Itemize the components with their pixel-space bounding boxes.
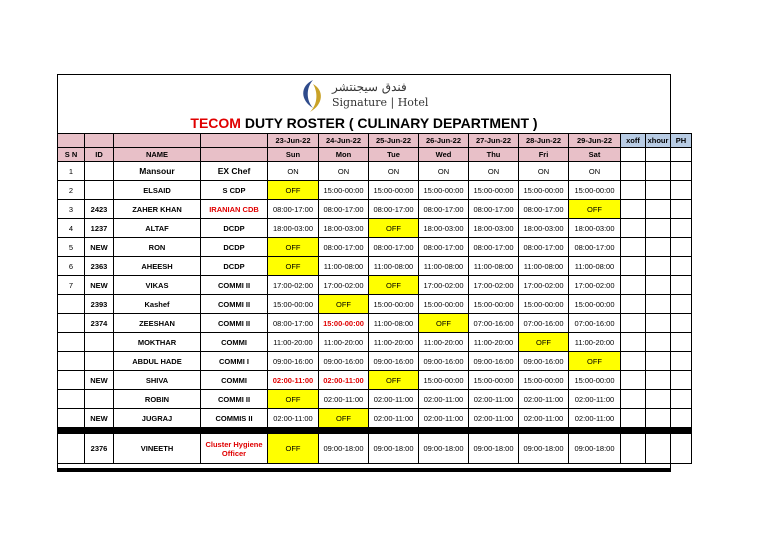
page-title <box>57 114 671 132</box>
shift-cell: 02:00-11:00 <box>268 409 319 428</box>
shift-cell: 08:00-17:00 <box>519 238 569 257</box>
id-cell: NEW <box>85 238 114 257</box>
shift-cell: 11:00-08:00 <box>419 257 469 276</box>
name-cell: RON <box>114 238 201 257</box>
shift-cell: 15:00-00:00 <box>319 181 369 200</box>
shift-cell: OFF <box>369 276 419 295</box>
shift-cell: 08:00-17:00 <box>268 200 319 219</box>
shift-cell: 15:00-00:00 <box>369 181 419 200</box>
name-cell: SHIVA <box>114 371 201 390</box>
shift-cell: 08:00-17:00 <box>469 200 519 219</box>
empty-cell <box>646 352 671 371</box>
shift-cell: OFF <box>268 390 319 409</box>
empty-cell <box>621 409 646 428</box>
day-header: Mon <box>319 148 369 162</box>
shift-cell: 09:00-16:00 <box>268 352 319 371</box>
empty-cell <box>671 276 692 295</box>
shift-cell: OFF <box>419 314 469 333</box>
title-rest: DUTY ROSTER ( CULINARY DEPARTMENT ) <box>240 115 538 131</box>
shift-cell: 02:00-11:00 <box>569 390 621 409</box>
shift-cell: 08:00-17:00 <box>369 200 419 219</box>
position-cell: COMMI II <box>201 295 268 314</box>
date-header: 26-Jun-22 <box>419 134 469 148</box>
sn-cell <box>58 371 85 390</box>
shift-cell: 11:00-08:00 <box>369 257 419 276</box>
empty-cell <box>671 333 692 352</box>
sn-cell <box>58 390 85 409</box>
empty-cell <box>646 219 671 238</box>
logo-english-text: Signature | Hotel <box>332 96 429 109</box>
id-cell: 1237 <box>85 219 114 238</box>
empty-cell <box>671 295 692 314</box>
name-cell: Kashef <box>114 295 201 314</box>
position-cell: COMMI II <box>201 314 268 333</box>
empty-cell <box>646 276 671 295</box>
shift-cell: 08:00-17:00 <box>268 314 319 333</box>
id-cell <box>85 162 114 181</box>
name-cell: ALTAF <box>114 219 201 238</box>
shift-cell: 09:00-18:00 <box>469 434 519 464</box>
empty-cell <box>646 162 671 181</box>
id-cell: NEW <box>85 371 114 390</box>
date-header: 23-Jun-22 <box>268 134 319 148</box>
position-cell: EX Chef <box>201 162 268 181</box>
shift-cell: 15:00-00:00 <box>519 371 569 390</box>
empty-cell <box>671 162 692 181</box>
sn-cell <box>58 333 85 352</box>
day-header: Sat <box>569 148 621 162</box>
shift-cell: OFF <box>369 219 419 238</box>
shift-cell: 09:00-16:00 <box>419 352 469 371</box>
shift-cell: ON <box>419 162 469 181</box>
shift-cell: 08:00-17:00 <box>519 200 569 219</box>
sn-cell: 4 <box>58 219 85 238</box>
shift-cell: 02:00-11:00 <box>319 390 369 409</box>
table-row <box>58 352 692 371</box>
hotel-logo <box>296 78 429 114</box>
blank-header-cell <box>646 148 671 162</box>
empty-cell <box>621 390 646 409</box>
shift-cell: ON <box>569 162 621 181</box>
name-cell: Mansour <box>114 162 201 181</box>
empty-cell <box>671 352 692 371</box>
shift-cell: 11:00-20:00 <box>319 333 369 352</box>
shift-cell: 18:00-03:00 <box>268 219 319 238</box>
id-cell: 2374 <box>85 314 114 333</box>
empty-cell <box>646 200 671 219</box>
name-cell: JUGRAJ <box>114 409 201 428</box>
shift-cell: 07:00-16:00 <box>569 314 621 333</box>
empty-cell <box>621 200 646 219</box>
table-row <box>58 238 692 257</box>
empty-cell <box>621 333 646 352</box>
sn-cell: 2 <box>58 181 85 200</box>
shift-cell: OFF <box>369 371 419 390</box>
day-header: Fri <box>519 148 569 162</box>
position-cell: DCDP <box>201 238 268 257</box>
name-header: NAME <box>114 148 201 162</box>
shift-cell: 08:00-17:00 <box>319 238 369 257</box>
extra-header: xhour <box>646 134 671 148</box>
shift-cell: 02:00-11:00 <box>469 390 519 409</box>
shift-cell: 08:00-17:00 <box>419 200 469 219</box>
id-cell: 2393 <box>85 295 114 314</box>
empty-cell <box>621 257 646 276</box>
shift-cell: 15:00-00:00 <box>319 314 369 333</box>
shift-cell: 17:00-02:00 <box>519 276 569 295</box>
position-header <box>201 148 268 162</box>
shift-cell: 02:00-11:00 <box>469 409 519 428</box>
shift-cell: 02:00-11:00 <box>519 409 569 428</box>
table-row <box>58 162 692 181</box>
empty-cell <box>621 352 646 371</box>
shift-cell: 11:00-20:00 <box>469 333 519 352</box>
empty-cell <box>671 434 692 464</box>
sn-cell: 5 <box>58 238 85 257</box>
empty-cell <box>671 181 692 200</box>
sn-cell: 1 <box>58 162 85 181</box>
blank-header-cell <box>85 134 114 148</box>
empty-cell <box>646 409 671 428</box>
shift-cell: 09:00-18:00 <box>369 434 419 464</box>
name-cell: ELSAID <box>114 181 201 200</box>
shift-cell: 09:00-18:00 <box>419 434 469 464</box>
shift-cell: OFF <box>319 295 369 314</box>
name-cell: ZAHER KHAN <box>114 200 201 219</box>
id-cell: NEW <box>85 409 114 428</box>
blank-header-cell <box>671 148 692 162</box>
id-header: ID <box>85 148 114 162</box>
shift-cell: 15:00-00:00 <box>469 371 519 390</box>
shift-cell: 09:00-18:00 <box>319 434 369 464</box>
logo-arabic-text: فندق سيجنتشر <box>332 80 407 94</box>
roster-table <box>57 133 692 464</box>
shift-cell: 02:00-11:00 <box>319 371 369 390</box>
position-cell: COMMI <box>201 371 268 390</box>
shift-cell: 15:00-00:00 <box>268 295 319 314</box>
position-cell: COMMI II <box>201 276 268 295</box>
day-header: Thu <box>469 148 519 162</box>
table-row <box>58 371 692 390</box>
shift-cell: OFF <box>569 352 621 371</box>
shift-cell: 09:00-16:00 <box>469 352 519 371</box>
position-cell: DCDP <box>201 219 268 238</box>
shift-cell: 15:00-00:00 <box>369 295 419 314</box>
shift-cell: ON <box>369 162 419 181</box>
empty-cell <box>646 295 671 314</box>
table-row <box>58 314 692 333</box>
empty-cell <box>671 314 692 333</box>
shift-cell: 15:00-00:00 <box>569 181 621 200</box>
shift-cell: 15:00-00:00 <box>419 295 469 314</box>
shift-cell: 02:00-11:00 <box>419 409 469 428</box>
shift-cell: OFF <box>319 409 369 428</box>
shift-cell: 15:00-00:00 <box>419 371 469 390</box>
shift-cell: 09:00-18:00 <box>519 434 569 464</box>
position-cell: S CDP <box>201 181 268 200</box>
shift-cell: 17:00-02:00 <box>469 276 519 295</box>
id-cell <box>85 390 114 409</box>
shift-cell: 09:00-18:00 <box>569 434 621 464</box>
empty-cell <box>621 434 646 464</box>
position-cell: Cluster Hygiene Officer <box>201 434 268 464</box>
name-cell: ABDUL HADE <box>114 352 201 371</box>
id-cell <box>85 352 114 371</box>
shift-cell: OFF <box>268 434 319 464</box>
id-cell <box>85 181 114 200</box>
shift-cell: OFF <box>519 333 569 352</box>
position-cell: COMMI <box>201 333 268 352</box>
shift-cell: 15:00-00:00 <box>419 181 469 200</box>
shift-cell: ON <box>519 162 569 181</box>
shift-cell: 07:00-16:00 <box>519 314 569 333</box>
sn-cell <box>58 409 85 428</box>
day-header: Wed <box>419 148 469 162</box>
shift-cell: OFF <box>268 257 319 276</box>
position-cell: DCDP <box>201 257 268 276</box>
position-cell: COMMI II <box>201 390 268 409</box>
date-header: 28-Jun-22 <box>519 134 569 148</box>
shift-cell: 17:00-02:00 <box>319 276 369 295</box>
shift-cell: 08:00-17:00 <box>369 238 419 257</box>
table-row <box>58 181 692 200</box>
empty-cell <box>671 238 692 257</box>
shift-cell: 17:00-02:00 <box>268 276 319 295</box>
id-cell: NEW <box>85 276 114 295</box>
blank-header-cell <box>114 134 201 148</box>
column-header-row <box>58 148 692 162</box>
shift-cell: 02:00-11:00 <box>369 390 419 409</box>
shift-cell: OFF <box>268 181 319 200</box>
id-cell: 2376 <box>85 434 114 464</box>
table-row <box>58 219 692 238</box>
extra-header: PH <box>671 134 692 148</box>
sn-cell: 7 <box>58 276 85 295</box>
shift-cell: 08:00-17:00 <box>319 200 369 219</box>
shift-cell: 11:00-20:00 <box>268 333 319 352</box>
table-row <box>58 295 692 314</box>
shift-cell: 02:00-11:00 <box>419 390 469 409</box>
id-cell: 2363 <box>85 257 114 276</box>
day-header: Sun <box>268 148 319 162</box>
shift-cell: 18:00-03:00 <box>419 219 469 238</box>
date-header: 25-Jun-22 <box>369 134 419 148</box>
empty-cell <box>621 276 646 295</box>
empty-cell <box>671 200 692 219</box>
empty-cell <box>646 314 671 333</box>
table-row <box>58 276 692 295</box>
id-cell: 2423 <box>85 200 114 219</box>
position-cell: IRANIAN CDB <box>201 200 268 219</box>
blank-header-cell <box>58 134 85 148</box>
sn-cell <box>58 295 85 314</box>
shift-cell: OFF <box>569 200 621 219</box>
empty-cell <box>671 257 692 276</box>
empty-cell <box>621 314 646 333</box>
shift-cell: 17:00-02:00 <box>569 276 621 295</box>
empty-cell <box>671 409 692 428</box>
shift-cell: 11:00-08:00 <box>369 314 419 333</box>
shift-cell: 15:00-00:00 <box>569 371 621 390</box>
empty-cell <box>621 219 646 238</box>
shift-cell: 11:00-08:00 <box>519 257 569 276</box>
empty-cell <box>671 219 692 238</box>
date-header: 24-Jun-22 <box>319 134 369 148</box>
shift-cell: 08:00-17:00 <box>469 238 519 257</box>
sn-header: S N <box>58 148 85 162</box>
empty-cell <box>671 371 692 390</box>
id-cell <box>85 333 114 352</box>
shift-cell: 02:00-11:00 <box>519 390 569 409</box>
empty-cell <box>646 181 671 200</box>
shift-cell: 11:00-08:00 <box>319 257 369 276</box>
position-cell: COMMIS II <box>201 409 268 428</box>
shift-cell: 08:00-17:00 <box>419 238 469 257</box>
blank-header-cell <box>621 148 646 162</box>
blank-header-cell <box>201 134 268 148</box>
table-row <box>58 257 692 276</box>
empty-cell <box>671 390 692 409</box>
extra-header: xoff <box>621 134 646 148</box>
empty-cell <box>646 371 671 390</box>
shift-cell: ON <box>319 162 369 181</box>
empty-cell <box>646 434 671 464</box>
table-row <box>58 434 692 464</box>
name-cell: MOKTHAR <box>114 333 201 352</box>
shift-cell: 18:00-03:00 <box>569 219 621 238</box>
table-row <box>58 200 692 219</box>
sn-cell <box>58 314 85 333</box>
empty-cell <box>621 181 646 200</box>
shift-cell: 02:00-11:00 <box>569 409 621 428</box>
table-row <box>58 390 692 409</box>
sn-cell: 6 <box>58 257 85 276</box>
empty-cell <box>621 295 646 314</box>
name-cell: VINEETH <box>114 434 201 464</box>
logo-mark-icon <box>296 78 330 114</box>
day-header: Tue <box>369 148 419 162</box>
shift-cell: 11:00-20:00 <box>369 333 419 352</box>
empty-cell <box>621 162 646 181</box>
shift-cell: 02:00-11:00 <box>268 371 319 390</box>
empty-cell <box>646 238 671 257</box>
name-cell: ZEESHAN <box>114 314 201 333</box>
name-cell: AHEESH <box>114 257 201 276</box>
empty-cell <box>646 390 671 409</box>
empty-cell <box>621 371 646 390</box>
shift-cell: 18:00-03:00 <box>519 219 569 238</box>
shift-cell: 08:00-17:00 <box>569 238 621 257</box>
empty-cell <box>646 333 671 352</box>
empty-cell <box>646 257 671 276</box>
name-cell: VIKAS <box>114 276 201 295</box>
title-prefix: TECOM <box>190 115 241 131</box>
shift-cell: 11:00-20:00 <box>419 333 469 352</box>
shift-cell: 15:00-00:00 <box>519 181 569 200</box>
bottom-rule <box>57 468 671 472</box>
name-cell: ROBIN <box>114 390 201 409</box>
shift-cell: 09:00-16:00 <box>319 352 369 371</box>
sn-cell <box>58 352 85 371</box>
shift-cell: 09:00-16:00 <box>519 352 569 371</box>
date-header-row <box>58 134 692 148</box>
shift-cell: ON <box>268 162 319 181</box>
shift-cell: 09:00-16:00 <box>369 352 419 371</box>
date-header: 27-Jun-22 <box>469 134 519 148</box>
shift-cell: 11:00-20:00 <box>569 333 621 352</box>
shift-cell: 11:00-08:00 <box>569 257 621 276</box>
shift-cell: 18:00-03:00 <box>319 219 369 238</box>
shift-cell: ON <box>469 162 519 181</box>
shift-cell: 07:00-16:00 <box>469 314 519 333</box>
table-row <box>58 409 692 428</box>
shift-cell: 15:00-00:00 <box>569 295 621 314</box>
shift-cell: 15:00-00:00 <box>469 181 519 200</box>
table-row <box>58 333 692 352</box>
shift-cell: 18:00-03:00 <box>469 219 519 238</box>
shift-cell: 15:00-00:00 <box>519 295 569 314</box>
empty-cell <box>621 238 646 257</box>
shift-cell: 17:00-02:00 <box>419 276 469 295</box>
sn-cell <box>58 434 85 464</box>
shift-cell: OFF <box>268 238 319 257</box>
sn-cell: 3 <box>58 200 85 219</box>
position-cell: COMMI I <box>201 352 268 371</box>
date-header: 29-Jun-22 <box>569 134 621 148</box>
shift-cell: 02:00-11:00 <box>369 409 419 428</box>
shift-cell: 11:00-08:00 <box>469 257 519 276</box>
shift-cell: 15:00-00:00 <box>469 295 519 314</box>
